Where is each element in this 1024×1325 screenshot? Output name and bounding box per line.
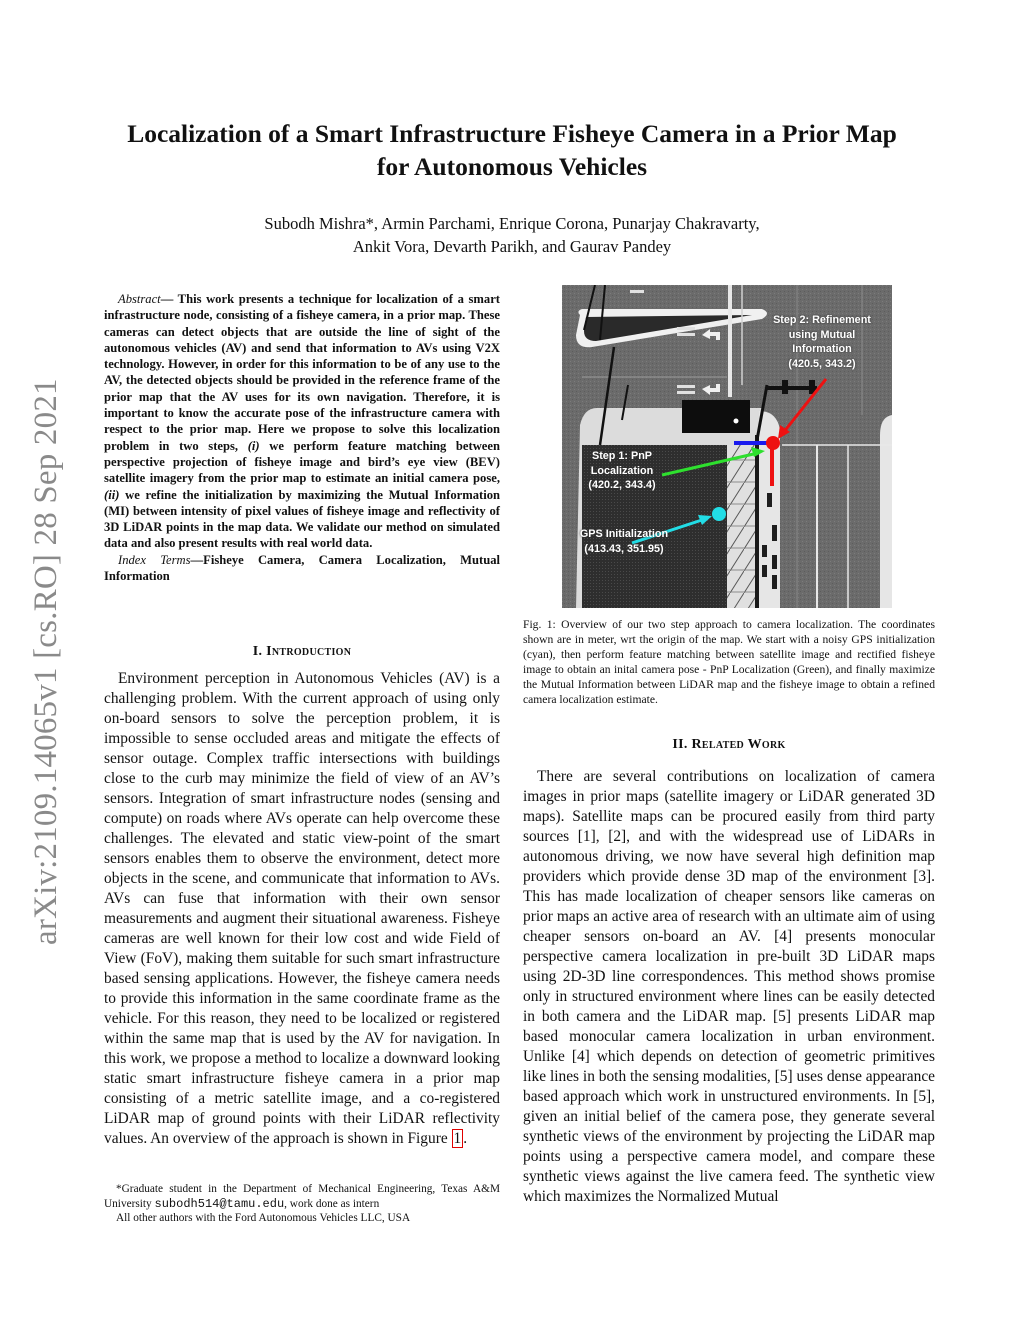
introduction-heading <box>104 642 500 662</box>
footnote-affiliation-2: All other authors with the Ford Autonomous Vehicles LLC, USA <box>116 1212 411 1224</box>
section-title: Introduction <box>266 644 352 659</box>
index-terms-dash: — <box>190 552 204 567</box>
authors-line-1: Subodh Mishra*, Armin Parchami, Enrique Corona, Punarjay Chakravarty, <box>264 214 760 233</box>
gps-coordinates: (413.43, 351.95) <box>584 542 664 555</box>
footnote-text-end: , work done as intern <box>284 1197 380 1210</box>
figure-1-link[interactable]: 1 <box>453 1130 462 1147</box>
abstract-text-1: This work presents a technique for localization of a smart infrastructure node, consisting of a fisheye camera, in a prior map. These cameras can detect objects that are outside the line of sight of the autonomous vehicles (AV) and send that information to AVs using V2X technology. However, in order for this information to be of any use to the AV, the detected objects should be provided in the reference frame of the prior map that the AV uses for its own navigation. Therefore, it is important to know the accurate pose of the infrastructure camera with respect to the prior map. Here we propose to solve this localization problem in two steps, <box>104 292 500 453</box>
abstract-text-3: we refine the initialization by maximizing the Mutual Information (MI) between intensity of pixel values of fisheye image and reflectivity of 3D LiDAR points in the map data. We validate our method on simulated data and also present results with real world data. <box>104 487 500 551</box>
step2-line-1: Step 2: Refinement <box>773 314 871 326</box>
introduction-text: Environment perception in Autonomous Vehicles (AV) is a challenging problem. With the current approach of using only on-board sensors to solve the perception problem, it is impossible to sense occluded areas and mitigate the effects of sensor outage. Complex traffic intersections with buildings close to the curb may minimize the field of view of an AV’s sensors. Integration of smart infrastructure nodes (sensing and compute) on roads where AVs operate can help overcome these challenges. The elevated and static view-point of the smart sensors enables them to observe the environment, detect more objects in the scene, and communicate that information to AVs. AVs can fuse that information with their own sensor measurements and augment their situational awareness. Fisheye cameras are well known for their low cost and wide Field of View (FoV), making them suitable for such smart infrastructure based sensing applications. However, the fisheye camera needs to provide this information in the same coordinate frame as the vehicle. For this reason, they need to be localized or registered within the same map that is used by the AV for navigation. In this work, we propose a method to localize a downward looking static smart infrastructure fisheye camera in a prior map consisting of a metric satellite image, and a co-registered LiDAR map of ground points with their LiDAR reflectivity values. An overview of the approach is shown in Figure <box>104 670 500 1147</box>
index-terms <box>104 552 500 585</box>
section-number: I. <box>252 644 267 659</box>
step1-pnp-label <box>576 449 668 493</box>
abstract-dash: — <box>160 292 174 306</box>
figure-1-caption: Fig. 1: Overview of our two step approach to camera localization. The coordinates shown are in meter, wrt the origin of the map. We start with a noisy GPS initialization (cyan), then perform feature matching between satellite image and rectified fisheye image to obtain an inital camera pose - PnP Localization (Green), and finally maximize the Mutual Information between LiDAR map and the fisheye image to obtain a refined camera localization estimate. <box>523 618 935 706</box>
arxiv-identifier-stamp: arXiv:2109.14065v1 [cs.RO] 28 Sep 2021 <box>28 378 64 945</box>
section-number: II. <box>672 737 692 752</box>
related-work-paragraph: There are several contributions on localization of camera images in prior maps (satellite imagery or LiDAR generated 3D maps). Satellite maps can be procured easily from third party sources [1], [2], and with the widespread use of LiDARs in autonomous driving, we now have several high definition map providers which provide dense 3D map of the environment [3]. This has made localization of cheaper sensors like cameras on prior maps an active area of research with an ultimate aim of using cheaper sensors on-board an AV. [4] presents monocular perspective camera localization in pre-built 3D LiDAR maps using 2D-3D line correspondences. This method shows promise only in structured environment where lines can be easily detected in both camera and the LiDAR map. [5] presents LiDAR map based monocular camera localization in urban environment. Unlike [4] which depends on detection of geometric primitives like lines in both the sensing modalities, [5] uses dense appearance based approach which work in unstructured environments. In [5], given an initial belief of the camera pose, they generate several synthetic views of the environment by projecting the LiDAR map points using a perspective camera model, and compare these synthetic views against the live camera feed. The synthetic view which maximizes the Normalized Mutual <box>523 768 935 1205</box>
title-line-2: for Autonomous Vehicles <box>376 152 648 181</box>
step2-line-3: Information <box>792 343 852 355</box>
step1-line-2: Localization <box>590 464 654 477</box>
step2-coordinates: (420.5, 343.2) <box>788 357 856 370</box>
gps-line-1: GPS Initialization <box>579 528 669 540</box>
author-email-link[interactable]: subodh514@tamu.edu <box>154 1196 285 1211</box>
step1-line-1: Step 1: PnP <box>592 450 652 462</box>
paper-title <box>60 117 964 183</box>
introduction-section <box>104 642 500 1149</box>
abstract-step-i: (i) <box>247 438 260 453</box>
introduction-paragraph <box>104 669 500 1149</box>
abstract-label: Abstract <box>118 292 161 306</box>
gps-initialization-label <box>568 527 680 556</box>
section-title: Related Work <box>691 737 786 752</box>
abstract-block <box>104 291 500 584</box>
abstract-paragraph <box>104 291 500 552</box>
footnote <box>104 1182 500 1226</box>
title-line-1: Localization of a Smart Infrastructure Fisheye Camera in a Prior Map <box>127 119 897 148</box>
abstract-step-ii: (ii) <box>104 487 120 502</box>
step2-refinement-label <box>760 313 884 371</box>
introduction-text-end: . <box>463 1130 468 1147</box>
related-work-section <box>523 735 935 1207</box>
footnote-text: *Graduate student in the Department of Mechanical Engineering, Texas A&M University <box>104 1183 500 1210</box>
step1-coordinates: (420.2, 343.4) <box>588 479 656 491</box>
related-work-heading <box>523 735 935 755</box>
abstract-text-2: we perform feature matching between perspective projection of fisheye image and bird’s eye view (BEV) satellite imagery from the prior map to estimate an initial camera pose, <box>104 438 500 486</box>
step2-line-2: using Mutual <box>788 328 856 341</box>
author-list <box>60 212 964 258</box>
footnote-affiliation-1 <box>104 1182 500 1211</box>
index-terms-label: Index Terms <box>118 552 191 567</box>
figure-1-satellite-map <box>562 285 892 608</box>
authors-line-2: Ankit Vora, Devarth Parikh, and Gaurav Pandey <box>352 237 672 256</box>
index-terms-text: Fisheye Camera, Camera Localization, Mutual Information <box>104 552 501 584</box>
